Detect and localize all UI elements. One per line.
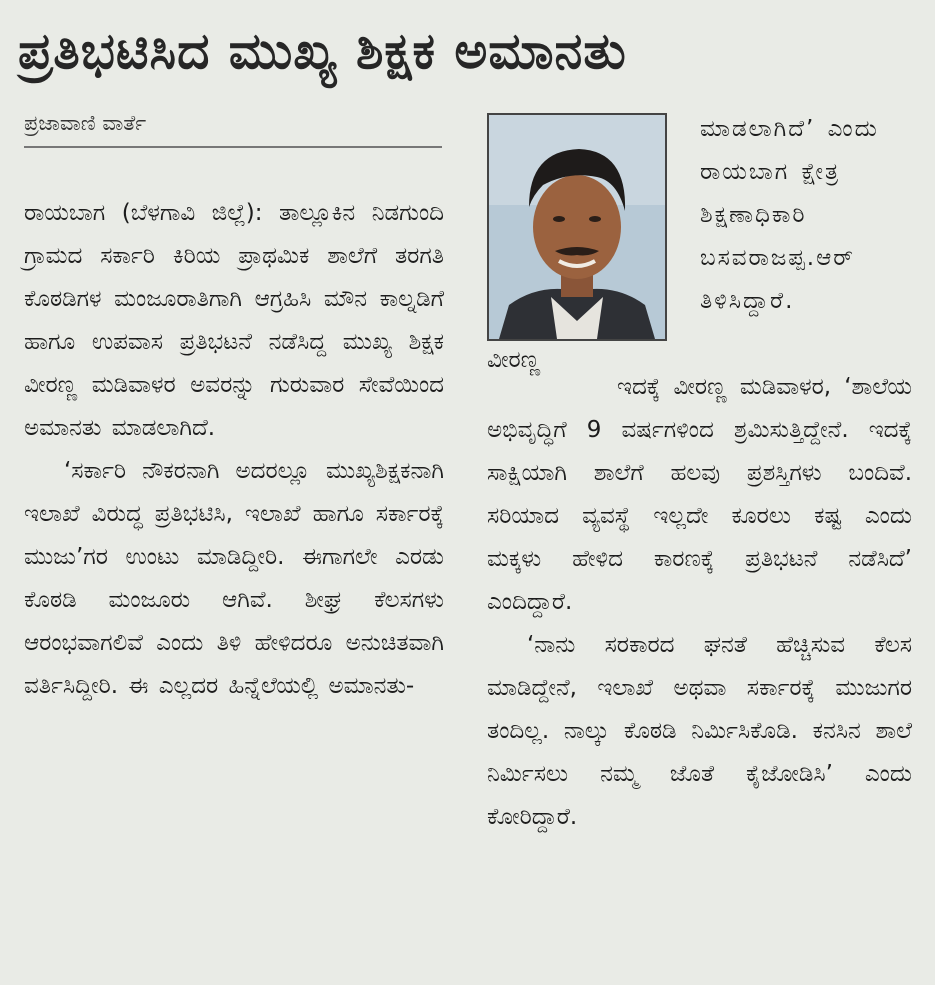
photo-caption: ವೀರಣ್ಣ xyxy=(487,347,541,373)
paragraph-intro: ರಾಯಬಾಗ (ಬೆಳಗಾವಿ ಜಿಲ್ಲೆ): ತಾಲ್ಲೂಕಿನ ನಿಡಗುಂದಿ ಗ್ರಾಮದ ಸರ್ಕಾರಿ ಕಿರಿಯ ಪ್ರಾಥಮಿಕ ಶಾಲೆಗೆ ತರಗತಿ ಕೊಠಡಿಗಳ ಮಂಜೂರಾತಿಗಾಗಿ ಆಗ್ರಹಿಸಿ ಮೌನ ಕಾಲ್ನಡಿಗೆ ಹಾಗೂ ಉಪವಾಸ ಪ್ರತಿಭಟನೆ ನಡೆಸಿದ್ದ ಮುಖ್ಯ ಶಿಕ್ಷಕ ವೀರಣ್ಣ ಮಡಿವಾಳರ ಅವರನ್ನು ಗುರುವಾರ ಸೇವೆಯಿಂದ ಅಮಾನತು ಮಾಡಲಾಗಿದೆ. xyxy=(24,200,444,441)
headline: ಪ್ರತಿಭಟಿಸಿದ ಮುಖ್ಯ ಶಿಕ್ಷಕ ಅಮಾನತು xyxy=(18,22,627,80)
person-portrait-image xyxy=(489,115,665,339)
paragraph-appeal: ‘ನಾನು ಸರಕಾರದ ಘನತೆ ಹೆಚ್ಚಿಸುವ ಕೆಲಸ ಮಾಡಿದ್ದೇನೆ, ಇಲಾಖೆ ಅಥವಾ ಸರ್ಕಾರಕ್ಕೆ ಮುಜುಗರ ತಂದಿಲ್ಲ. ನಾಲ್ಕು ಕೊಠಡಿ ನಿರ್ಮಿಸಿಕೊಡಿ. ಕನಸಿನ ಶಾಲೆ ನಿರ್ಮಿಸಲು ನಮ್ಮ ಜೊತೆ ಕೈಜೋಡಿಸಿ’ ಎಂದು ಕೋರಿದ್ದಾರೆ. xyxy=(487,632,912,830)
portrait-photo xyxy=(487,113,667,341)
right-column xyxy=(487,366,912,839)
paragraph-continuation: ಮಾಡಲಾಗಿದೆ’ ಎಂದು ರಾಯಬಾಗ ಕ್ಷೇತ್ರ ಶಿಕ್ಷಣಾಧಿಕಾರಿ ಬಸವರಾಜಪ್ಪ.ಆರ್ ತಿಳಿಸಿದ್ದಾರೆ. xyxy=(700,116,879,314)
paragraph-response: ಇದಕ್ಕೆ ವೀರಣ್ಣ ಮಡಿವಾಳರ, ‘ಶಾಲೆಯ ಅಭಿವೃದ್ಧಿಗೆ 9 ವರ್ಷಗಳಿಂದ ಶ್ರಮಿಸುತ್ತಿದ್ದೇನೆ. ಇದಕ್ಕೆ ಸಾಕ್ಷಿಯಾಗಿ ಶಾಲೆಗೆ ಹಲವು ಪ್ರಶಸ್ತಿಗಳು ಬಂದಿವೆ. ಸರಿಯಾದ ವ್ಯವಸ್ಥೆ ಇಲ್ಲದೇ ಕೂರಲು ಕಷ್ಟ ಎಂದು ಮಕ್ಕಳು ಹೇಳಿದ ಕಾರಣಕ್ಕೆ ಪ್ರತಿಭಟನೆ ನಡೆಸಿದೆ’ ಎಂದಿದ್ದಾರೆ. xyxy=(487,374,912,615)
left-column xyxy=(24,192,444,708)
paragraph-quote: ‘ಸರ್ಕಾರಿ ನೌಕರನಾಗಿ ಅದರಲ್ಲೂ ಮುಖ್ಯಶಿಕ್ಷಕನಾಗಿ ಇಲಾಖೆ ವಿರುದ್ಧ ಪ್ರತಿಭಟಿಸಿ, ಇಲಾಖೆ ಹಾಗೂ ಸರ್ಕಾರಕ್ಕೆ ಮುಜು’ಗರ ಉಂಟು ಮಾಡಿದ್ದೀರಿ. ಈಗಾಗಲೇ ಎರಡು ಕೊಠಡಿ ಮಂಜೂರು ಆಗಿವೆ. ಶೀಘ್ರ ಕೆಲಸಗಳು ಆರಂಭವಾಗಲಿವೆ ಎಂದು ತಿಳಿ ಹೇಳಿದರೂ ಅನುಚಿತವಾಗಿ ವರ್ತಿಸಿದ್ದೀರಿ. ಈ ಎಲ್ಲದರ ಹಿನ್ನೆಲೆಯಲ್ಲಿ ಅಮಾನತು- xyxy=(24,458,444,699)
right-column-top xyxy=(700,108,910,323)
byline: ಪ್ರಜಾವಾಣಿ ವಾರ್ತೆ xyxy=(24,108,442,148)
